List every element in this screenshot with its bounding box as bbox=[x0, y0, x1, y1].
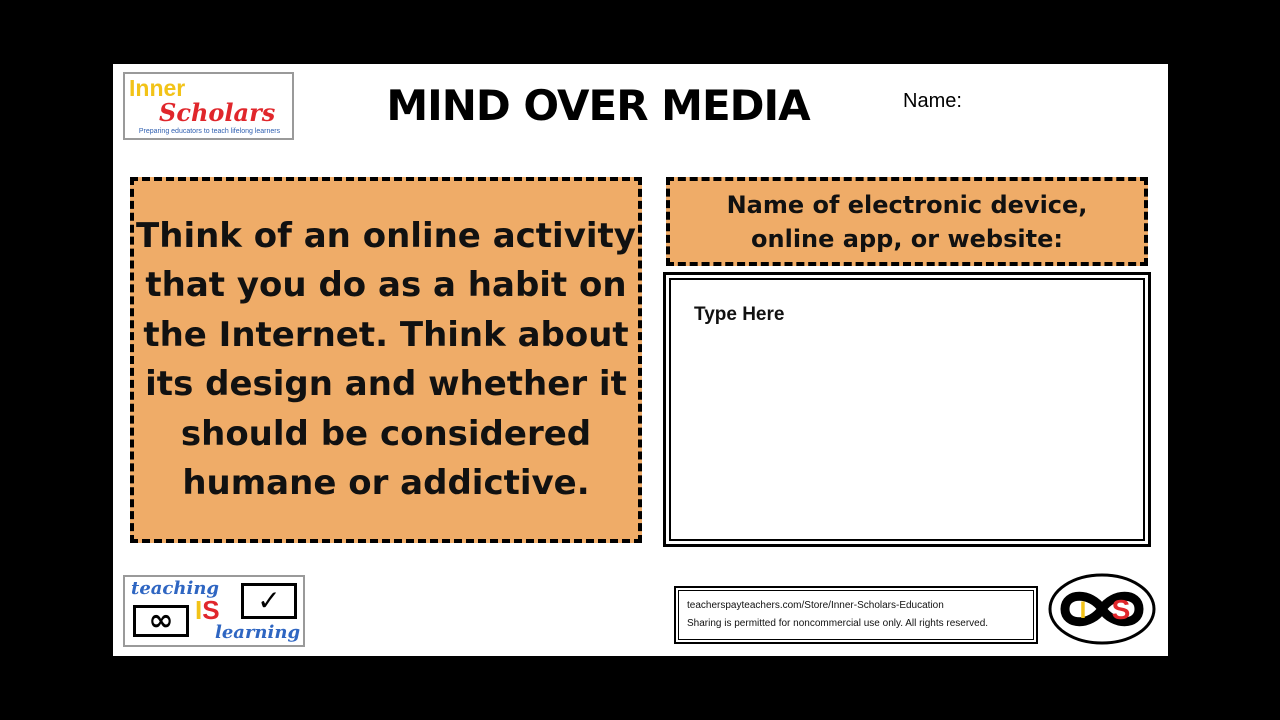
logo-tagline: Preparing educators to teach lifelong learners bbox=[138, 128, 281, 135]
teaching-is-learning-logo bbox=[123, 575, 305, 647]
store-url: teacherspayteachers.com/Store/Inner-Scholars-Education bbox=[687, 600, 944, 611]
checkmark-icon: ✓ bbox=[241, 583, 297, 619]
name-label: Name: bbox=[903, 90, 962, 112]
page-title: MIND OVER MEDIA bbox=[386, 81, 810, 130]
device-prompt-line-2: online app, or website: bbox=[751, 224, 1063, 253]
til-word-teaching: teaching bbox=[131, 578, 219, 599]
logo-word-inner: Inner bbox=[129, 75, 186, 101]
prompt-text: Think of an online activity that you do as a habit on the Internet. Think about its design and whether it should be considered humane or addictive. bbox=[136, 215, 636, 503]
device-prompt-box bbox=[666, 177, 1148, 266]
prompt-box bbox=[130, 177, 642, 543]
device-prompt-text bbox=[727, 188, 1088, 256]
is-logo-letter-i: I bbox=[1079, 597, 1087, 624]
til-letter-i: I bbox=[195, 595, 203, 625]
til-letter-s: S bbox=[202, 595, 220, 625]
inner-scholars-logo bbox=[123, 72, 294, 140]
logo-word-scholars: Scholars bbox=[159, 98, 276, 127]
answer-placeholder[interactable]: Type Here bbox=[694, 304, 785, 325]
til-word-learning: learning bbox=[215, 622, 301, 643]
worksheet-slide bbox=[113, 64, 1168, 656]
is-logo-letter-s: S bbox=[1111, 594, 1131, 625]
infinity-icon: ∞ bbox=[133, 605, 189, 637]
device-prompt-line-1: Name of electronic device, bbox=[726, 190, 1088, 219]
answer-text-box[interactable] bbox=[663, 272, 1151, 547]
infinity-is-logo-icon bbox=[1047, 572, 1157, 646]
copyright-box-inner bbox=[678, 590, 1034, 640]
copyright-box bbox=[674, 586, 1038, 644]
answer-text-box-inner-border[interactable] bbox=[669, 278, 1145, 541]
rights-notice: Sharing is permitted for noncommercial use only. All rights reserved. bbox=[687, 618, 989, 629]
